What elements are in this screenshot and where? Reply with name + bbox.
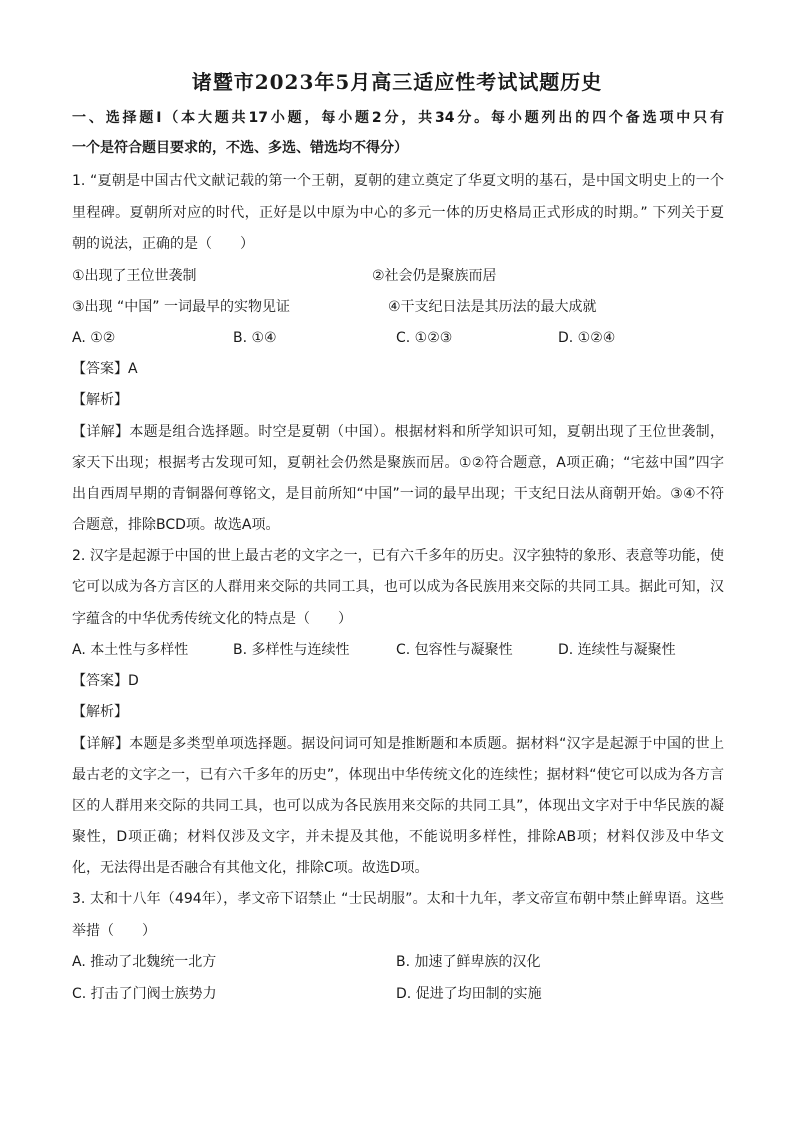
q2-detail-line-4: 聚性，D项正确；材料仅涉及文字，并未提及其他，不能说明多样性，排除AB项；材料仅涉及中华文	[72, 829, 724, 845]
q2-stem-line-3: 字蕴含的中华优秀传统文化的特点是（ ）	[72, 611, 352, 627]
section-heading-line-2: 一个是符合题目要求的，不选、多选、错选均不得分）	[72, 140, 408, 156]
q3-option-c: C. 打击了门阀士族势力	[72, 986, 217, 1002]
q2-stem-line-2: 它可以成为各方言区的人群用来交际的共同工具，也可以成为各民族用来交际的共同工具。据此可知，汉	[72, 579, 724, 595]
q3-stem-line-2: 举措（ ）	[72, 923, 156, 939]
q1-option-c: C. ①②③	[396, 330, 453, 346]
q1-statement-3: ③出现 “中国” 一词最早的实物见证	[72, 299, 290, 315]
q2-stem-line-1: 2. 汉字是起源于中国的世上最古老的文字之一，已有六千多年的历史。汉字独特的象形、表意等功能，使	[72, 548, 724, 564]
q1-stem-line-3: 朝的说法，正确的是（ ）	[72, 236, 254, 252]
q1-option-d: D. ①②④	[558, 330, 616, 346]
q1-detail-line-4: 合题意，排除BCD项。故选A项。	[72, 517, 280, 533]
q2-option-b: B. 多样性与连续性	[233, 642, 350, 658]
q2-option-d: D. 连续性与凝聚性	[558, 642, 676, 658]
q1-statement-1: ①出现了王位世袭制	[72, 268, 197, 284]
q1-answer: 【答案】A	[72, 361, 138, 377]
section-heading-line-1: 一、选择题Ⅰ（本大题共17小题，每小题2分，共34分。每小题列出的四个备选项中只有	[72, 110, 724, 126]
q2-answer: 【答案】D	[72, 673, 139, 689]
q1-statement-2: ②社会仍是聚族而居	[372, 268, 497, 284]
q3-stem-line-1: 3. 太和十八年（494年），孝文帝下诏禁止 “士民胡服”。太和十九年，孝文帝宣布朝中禁止鲜卑语。这些	[72, 891, 724, 907]
q1-detail-line-1: 【详解】本题是组合选择题。时空是夏朝（中国）。根据材料和所学知识可知，夏朝出现了王位世袭制，	[72, 424, 724, 440]
q1-detail-line-2: 家天下出现；根据考古发现可知，夏朝社会仍然是聚族而居。①②符合题意，A项正确；“宅兹中国”四字	[72, 455, 724, 471]
page-title: 诸暨市2023年5月高三适应性考试试题历史	[191, 70, 603, 94]
q2-detail-line-5: 化，无法得出是否融合有其他文化，排除C项。故选D项。	[72, 860, 429, 876]
q2-option-c: C. 包容性与凝聚性	[396, 642, 513, 658]
q2-analysis-label: 【解析】	[72, 704, 128, 720]
q1-stem-line-2: 里程碑。夏朝所对应的时代，正好是以中原为中心的多元一体的历史格局正式形成的时期。” 下列关于夏	[72, 205, 724, 221]
q1-detail-line-3: 出自西周早期的青铜器何尊铭文，是目前所知“中国”一词的最早出现；干支纪日法从商朝开始。③④不符	[72, 486, 724, 502]
q1-option-b: B. ①④	[233, 330, 277, 346]
q2-detail-line-1: 【详解】本题是多类型单项选择题。据设问词可知是推断题和本质题。据材料“汉字是起源于中国的世上	[72, 736, 724, 752]
q1-stem-line-1: 1. “夏朝是中国古代文献记载的第一个王朝，夏朝的建立奠定了华夏文明的基石，是中国文明史上的一个	[72, 173, 724, 189]
q2-option-a: A. 本土性与多样性	[72, 642, 189, 658]
q3-option-b: B. 加速了鲜卑族的汉化	[396, 954, 541, 970]
q2-detail-line-2: 最古老的文字之一，已有六千多年的历史”，体现出中华传统文化的连续性；据材料“使它可以成为各方言	[72, 767, 724, 783]
q3-option-d: D. 促进了均田制的实施	[396, 986, 542, 1002]
q1-analysis-label: 【解析】	[72, 392, 128, 408]
q2-detail-line-3: 区的人群用来交际的共同工具，也可以成为各民族用来交际的共同工具”，体现出文字对于中华民族的凝	[72, 798, 724, 814]
q1-statement-4: ④干支纪日法是其历法的最大成就	[388, 299, 597, 315]
q1-option-a: A. ①②	[72, 330, 116, 346]
q3-option-a: A. 推动了北魏统一北方	[72, 954, 217, 970]
